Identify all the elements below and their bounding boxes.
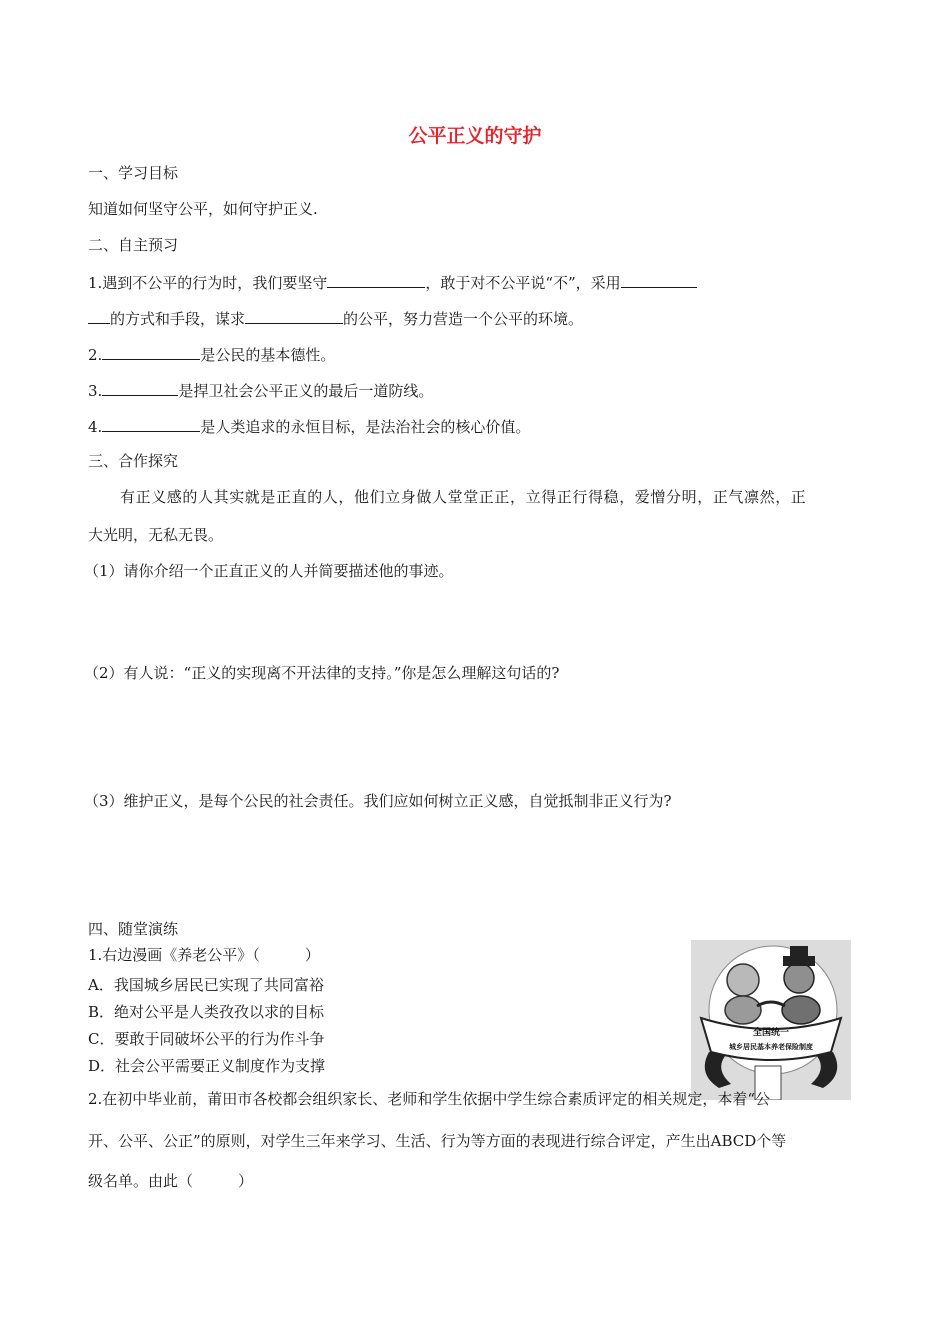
explore-question-3: （3）维护正义，是每个公民的社会责任。我们应如何树立正义感，自觉抵制非正义行为? [84, 792, 672, 810]
practice-question-2-line-1: 2.在初中毕业前，莆田市各校都会组织家长、老师和学生依据中学生综合素质评定的相关规定，本着“公 [88, 1090, 770, 1108]
cartoon-banner-line-2: 城乡居民基本养老保险制度 [729, 1043, 813, 1051]
q3-text: 是捍卫社会公平正义的最后一道防线。 [178, 382, 434, 400]
q3-number: 3. [88, 382, 103, 400]
practice-question-1-stem: 1.右边漫画《养老公平》（ ） [88, 946, 320, 964]
preview-question-4 [88, 415, 530, 437]
fill-blank-2-continued[interactable] [88, 307, 110, 324]
goals-text: 知道如何坚守公平，如何守护正义. [88, 200, 318, 218]
explore-question-1: （1）请你介绍一个正直正义的人并简要描述他的事迹。 [84, 562, 454, 580]
explore-question-2: （2）有人说：“正义的实现离不开法律的支持。”你是怎么理解这句话的? [84, 664, 560, 682]
passage-line-2: 大光明，无私无畏。 [88, 526, 224, 544]
section-heading-preview: 二、自主预习 [88, 236, 179, 254]
fill-blank-3[interactable] [245, 307, 343, 324]
section-heading-goals: 一、学习目标 [88, 164, 179, 182]
q4-number: 4. [88, 418, 103, 436]
page-title: 公平正义的守护 [408, 125, 542, 147]
preview-question-1-line-1 [88, 271, 697, 293]
fill-blank-4[interactable] [102, 343, 200, 360]
fill-blank-6[interactable] [102, 415, 200, 432]
q1-text-part-2: ，敢于对不公平说“不”，采用 [425, 274, 621, 292]
option-c: C．要敢于同破坏公平的行为作斗争 [88, 1030, 325, 1048]
practice-question-2-line-3: 级名单。由此（ ） [88, 1172, 254, 1190]
option-d: D．社会公平需要正义制度作为支撑 [88, 1057, 326, 1075]
option-a: A．我国城乡居民已实现了共同富裕 [88, 976, 324, 994]
q2-text: 是公民的基本德性。 [200, 346, 336, 364]
preview-question-2 [88, 343, 335, 365]
passage-line-1: 有正义感的人其实就是正直的人，他们立身做人堂堂正正，立得正行得稳，爱憎分明，正气凛然，正 [120, 488, 807, 506]
practice-question-2-line-2: 开、公平、公正”的原则，对学生三年来学习、生活、行为等方面的表现进行综合评定，产生出ABCD个等 [88, 1132, 787, 1150]
fill-blank-1[interactable] [327, 271, 425, 288]
preview-question-3 [88, 379, 433, 401]
option-b: B．绝对公平是人类孜孜以求的目标 [88, 1003, 325, 1021]
section-heading-explore: 三、合作探究 [88, 452, 179, 470]
cartoon-illustration [691, 940, 851, 1100]
q1-text-part-4: 的公平，努力营造一个公平的环境。 [343, 310, 584, 328]
cartoon-banner-line-1: 全国统一 [752, 1028, 790, 1038]
q2-number: 2. [88, 346, 103, 364]
q1-text-part-3: 的方式和手段，谋求 [110, 310, 246, 328]
q4-text: 是人类追求的永恒目标，是法治社会的核心价值。 [200, 418, 531, 436]
pension-fairness-cartoon [691, 940, 851, 1100]
section-heading-practice: 四、随堂演练 [88, 920, 179, 938]
q1-text-part-1: 1.遇到不公平的行为时，我们要坚守 [88, 274, 328, 292]
preview-question-1-line-2 [88, 307, 583, 329]
fill-blank-5[interactable] [102, 379, 178, 396]
fill-blank-2[interactable] [621, 271, 697, 288]
